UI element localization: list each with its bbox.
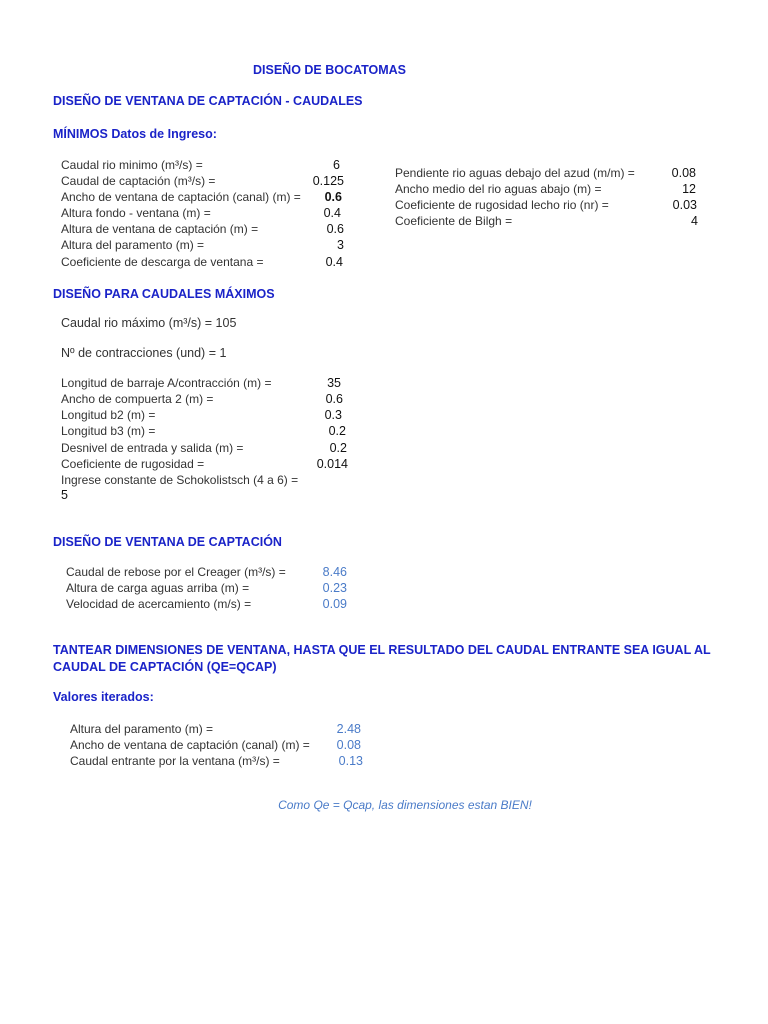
document-title: DISEÑO DE BOCATOMAS (253, 63, 407, 77)
row-value: 35 (327, 376, 341, 390)
row-label: Ancho de ventana de captación (canal) (m) = (70, 738, 310, 752)
row-value: 4 (691, 214, 698, 228)
row-value: 0.6 (325, 392, 343, 406)
row-label: Ancho medio del rio aguas abajo (m) = (395, 182, 602, 196)
row-label: Ancho de compuerta 2 (m) = (61, 392, 214, 406)
section-minimos-heading: DISEÑO DE VENTANA DE CAPTACIÓN - CAUDALES (53, 94, 363, 108)
section-maximos-heading: DISEÑO PARA CAUDALES MÁXIMOS (53, 287, 275, 301)
computed-value: 0.13 (338, 754, 363, 768)
row-value: 0.6 (324, 190, 342, 204)
row-value: 0.08 (671, 166, 696, 180)
computed-value: 8.46 (322, 565, 347, 579)
computed-value: 0.09 (322, 597, 347, 611)
row-label: Velocidad de acercamiento (m/s) = (66, 597, 252, 611)
caudal-maximo-row: Caudal rio máximo (m³/s) = 105 (61, 316, 237, 330)
row-value: 3 (337, 238, 344, 252)
row-label: Altura de ventana de captación (m) = (61, 222, 259, 236)
row-value: 6 (333, 158, 340, 172)
schokolistsch-value: 5 (61, 488, 68, 502)
row-value: 0.6 (326, 222, 344, 236)
row-label: Caudal de captación (m³/s) = (61, 174, 216, 188)
computed-value: 0.23 (322, 581, 347, 595)
section-tantear-heading-line2: CAUDAL DE CAPTACIÓN (QE=QCAP) (53, 660, 277, 674)
row-value: 0.014 (316, 457, 348, 471)
row-label: Coeficiente de rugosidad lecho rio (nr) = (395, 198, 609, 212)
row-value: 0.2 (328, 424, 346, 438)
row-label: Coeficiente de descarga de ventana = (61, 255, 264, 269)
row-label: Altura del paramento (m) = (61, 238, 205, 252)
row-label: Coeficiente de Bilgh = (395, 214, 513, 228)
row-value: 0.4 (325, 255, 343, 269)
row-value: 0.4 (323, 206, 341, 220)
row-label: Longitud de barraje A/contracción (m) = (61, 376, 272, 390)
row-value: 0.3 (324, 408, 342, 422)
row-label: Caudal de rebose por el Creager (m³/s) = (66, 565, 286, 579)
row-value: 12 (682, 182, 696, 196)
row-label: Longitud b3 (m) = (61, 424, 156, 438)
row-label: Longitud b2 (m) = (61, 408, 156, 422)
row-label: Altura de carga aguas arriba (m) = (66, 581, 250, 595)
row-value: 0.2 (329, 441, 347, 455)
schokolistsch-label: Ingrese constante de Schokolistsch (4 a 6) = (61, 473, 299, 487)
section-minimos-subheading: MÍNIMOS Datos de Ingreso: (53, 127, 217, 141)
row-value: 0.125 (312, 174, 344, 188)
row-label: Altura fondo - ventana (m) = (61, 206, 211, 220)
row-label: Coeficiente de rugosidad = (61, 457, 205, 471)
section-tantear-heading-line1: TANTEAR DIMENSIONES DE VENTANA, HASTA QUE EL RESULTADO DEL CAUDAL ENTRANTE SEA IGUAL AL (53, 643, 711, 657)
row-label: Caudal entrante por la ventana (m³/s) = (70, 754, 280, 768)
computed-value: 0.08 (336, 738, 361, 752)
row-label: Caudal rio minimo (m³/s) = (61, 158, 203, 172)
row-value: 0.03 (672, 198, 697, 212)
conclusion-note: Como Qe = Qcap, las dimensiones estan BIEN! (278, 798, 532, 812)
row-label: Ancho de ventana de captación (canal) (m) = (61, 190, 301, 204)
row-label: Pendiente rio aguas debajo del azud (m/m) = (395, 166, 635, 180)
row-label: Desnivel de entrada y salida (m) = (61, 441, 244, 455)
contracciones-row: Nº de contracciones (und) = 1 (61, 346, 227, 360)
section-ventana-heading: DISEÑO DE VENTANA DE CAPTACIÓN (53, 535, 282, 549)
computed-value: 2.48 (336, 722, 361, 736)
valores-iterados-heading: Valores iterados: (53, 690, 154, 704)
row-label: Altura del paramento (m) = (70, 722, 214, 736)
